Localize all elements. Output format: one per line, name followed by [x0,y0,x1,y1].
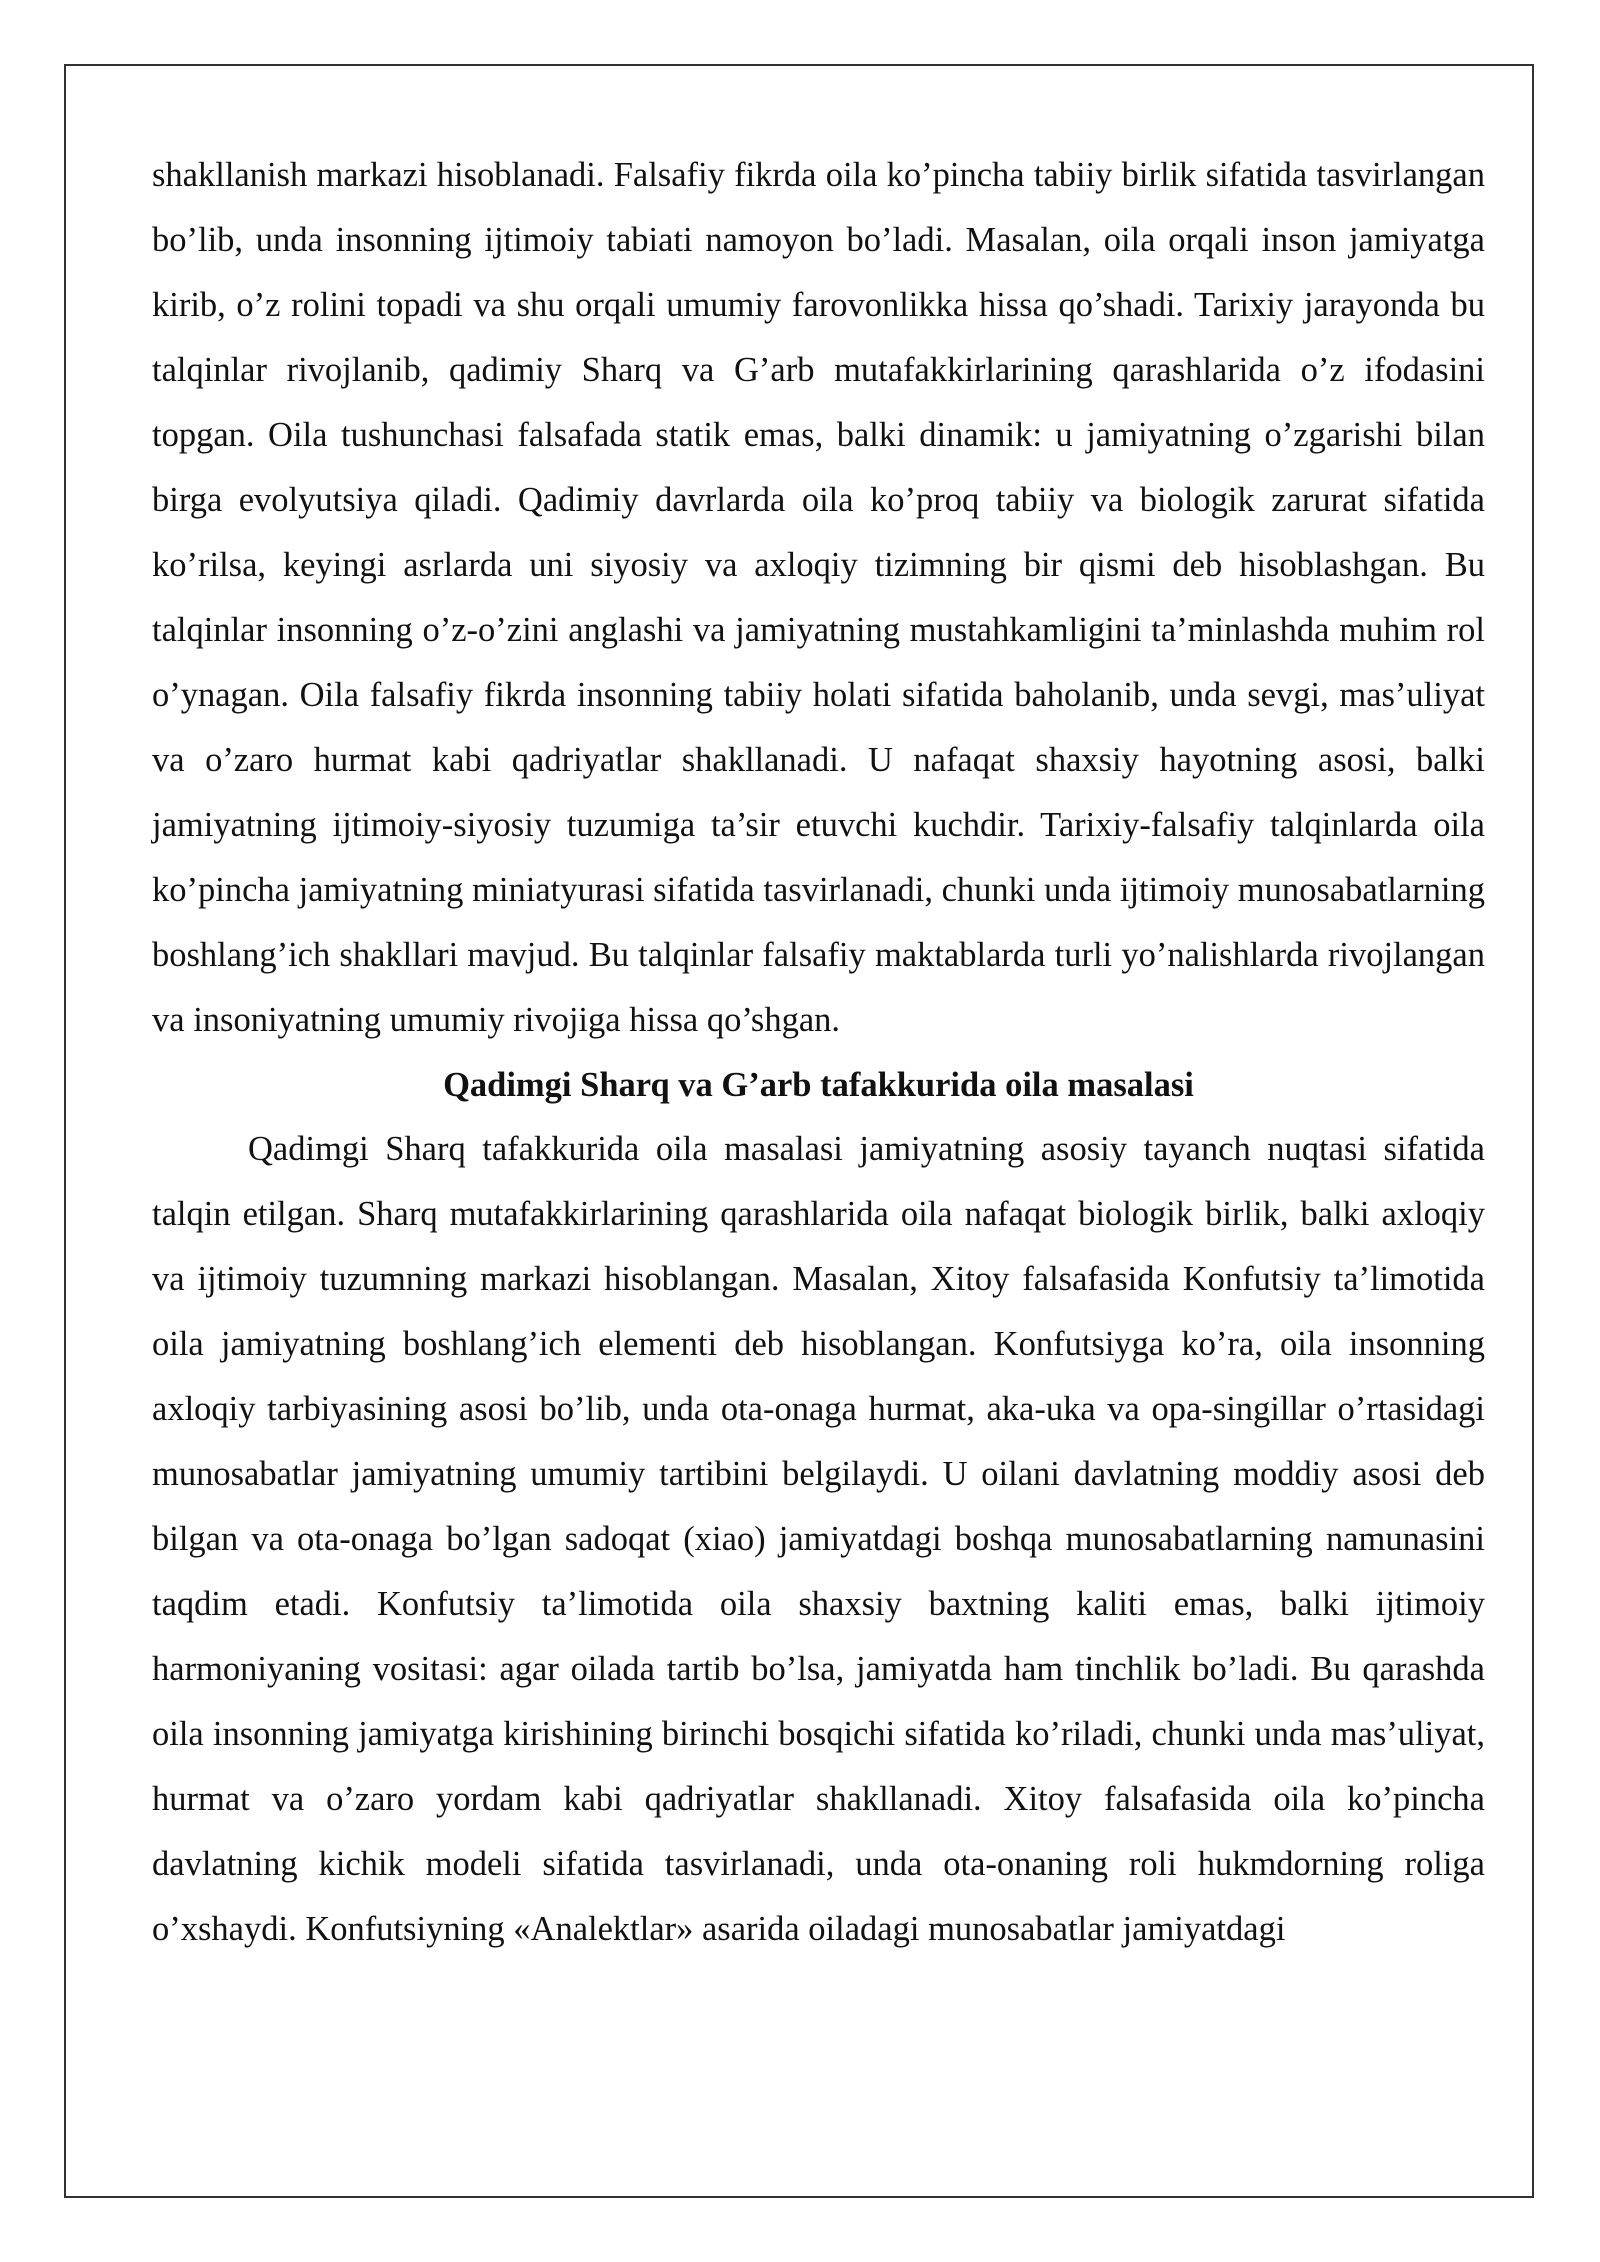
body-paragraph: Qadimgi Sharq tafakkurida oila masalasi jamiyatning asosiy tayanch nuqtasi sifatida talqin etilgan. Sharq mutafakkirlarining qarashlarida oila nafaqat biologik birlik, balki axloqiy va ijtimoiy tuzumning markazi hisoblangan. Masalan, Xitoy falsafasida Konfutsiy ta’limotida oila jamiyatning boshlang’ich elementi deb hisoblangan. Konfutsiyga ko’ra, oila insonning axloqiy tarbiyasining asosi bo’lib, unda ota-onaga hurmat, aka-uka va opa-singillar o’rtasidagi munosabatlar jamiyatning umumiy tartibini belgilaydi. U oilani davlatning moddiy asosi deb bilgan va ota-onaga bo’lgan sadoqat (xiao) jamiyatdagi boshqa munosabatlarning namunasini taqdim etadi. Konfutsiy ta’limotida oila shaxsiy baxtning kaliti emas, balki ijtimoiy harmoniyaning vositasi: agar oilada tartib bo’lsa, jamiyatda ham tinchlik bo’ladi. Bu qarashda oila insonning jamiyatga kirishining birinchi bosqichi sifatida ko’riladi, chunki unda mas’uliyat, hurmat va o’zaro yordam kabi qadriyatlar shakllanadi. Xitoy falsafasida oila ko’pincha davlatning kichik modeli sifatida tasvirlanadi, unda ota-onaning roli hukmdorning roliga o’xshaydi. Konfutsiyning «Analektlar» asarida oiladagi munosabatlar jamiyatdagi [152,1130,1485,1948]
body-paragraph: shakllanish markazi hisoblanadi. Falsafiy fikrda oila ko’pincha tabiiy birlik sifatida tasvirlangan bo’lib, unda insonning ijtimoiy tabiati namoyon bo’ladi. Masalan, oila orqali inson jamiyatga kirib, o’z rolini topadi va shu orqali umumiy farovonlikka hissa qo’shadi. Tarixiy jarayonda bu talqinlar rivojlanib, qadimiy Sharq va G’arb mutafakkirlarining qarashlarida o’z ifodasini topgan. Oila tushunchasi falsafada statik emas, balki dinamik: u jamiyatning o’zgarishi bilan birga evolyutsiya qiladi. Qadimiy davrlarda oila ko’proq tabiiy va biologik zarurat sifatida ko’rilsa, keyingi asrlarda uni siyosiy va axloqiy tizimning bir qismi deb hisoblashgan. Bu talqinlar insonning o’z-o’zini anglashi va jamiyatning mustahkamligini ta’minlashda muhim rol o’ynagan. Oila falsafiy fikrda insonning tabiiy holati sifatida baholanib, unda sevgi, mas’uliyat va o’zaro hurmat kabi qadriyatlar shakllanadi. U nafaqat shaxsiy hayotning asosi, balki jamiyatning ijtimoiy-siyosiy tuzumiga ta’sir etuvchi kuchdir. Tarixiy-falsafiy talqinlarda oila ko’pincha jamiyatning miniatyurasi sifatida tasvirlanadi, chunki unda ijtimoiy munosabatlarning boshlang’ich shakllari mavjud. Bu talqinlar falsafiy maktablarda turli yo’nalishlarda rivojlangan va insoniyatning umumiy rivojiga hissa qo’shgan. [152,156,1485,1039]
section-heading: Qadimgi Sharq va G’arb tafakkurida oila masalasi [443,1066,1194,1104]
document-body [152,143,1485,1962]
